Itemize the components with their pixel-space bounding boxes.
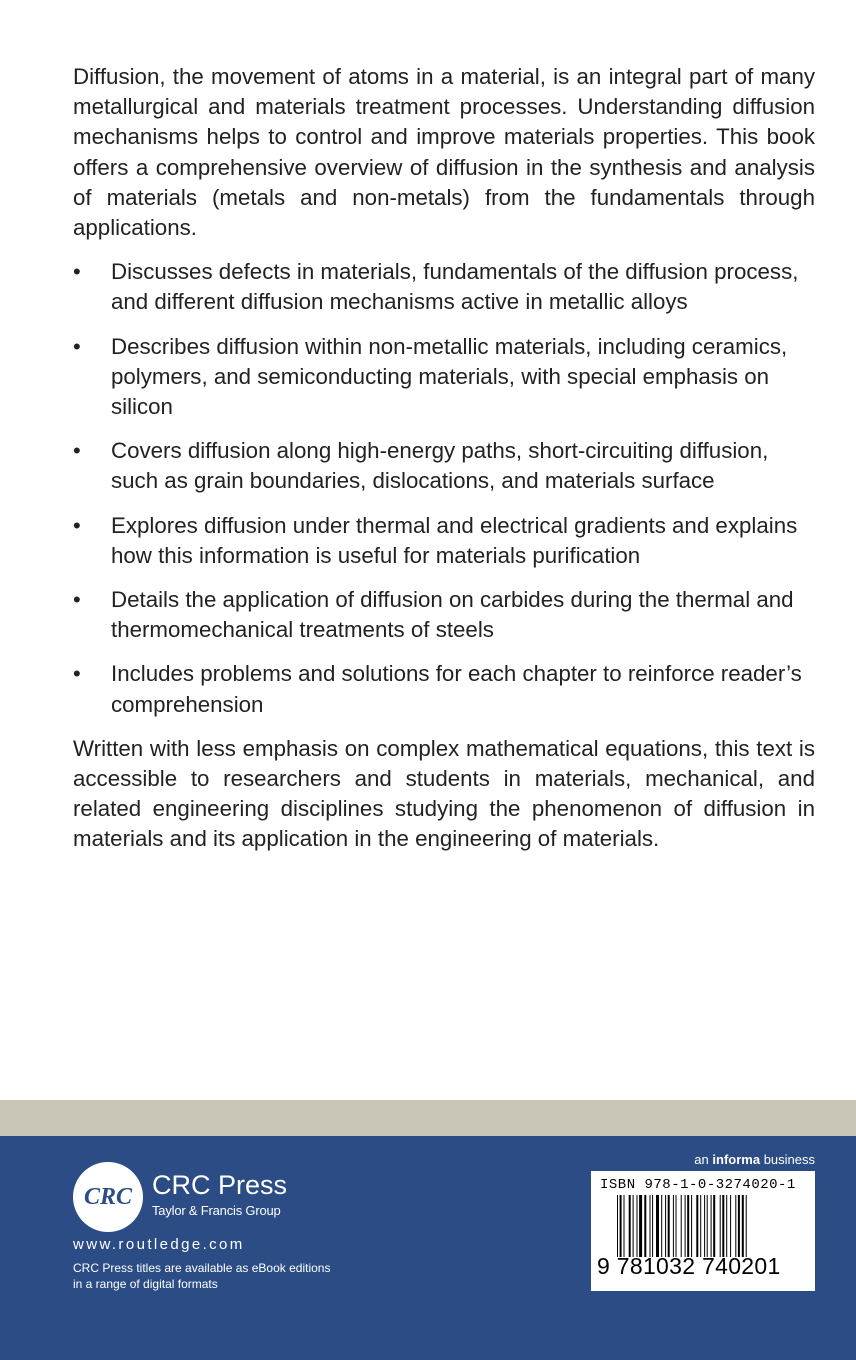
list-item: • Includes problems and solutions for each chapter to reinforce reader’s comprehension [73, 659, 815, 719]
barcode-bar [722, 1195, 724, 1257]
website-link[interactable]: www.routledge.com [73, 1236, 245, 1253]
barcode-bar [700, 1195, 701, 1257]
list-item: • Details the application of diffusion on carbides during the thermal and thermomechanical treatments of steels [73, 585, 815, 645]
barcode-bar [652, 1195, 653, 1257]
isbn-label: ISBN 978-1-0-3274020-1 [600, 1177, 796, 1193]
intro-paragraph: Diffusion, the movement of atoms in a material, is an integral part of many metallurgical and materials treatment processes. Understanding diffusion mechanisms helps to control and improve materials properties. This book offers a comprehensive overview of diffusion in the synthesis and analysis of materials (metals and non-metals) from the fundamentals through applications. [73, 64, 815, 241]
barcode-bar [676, 1195, 677, 1257]
barcode-bar [661, 1195, 662, 1257]
list-item: • Covers diffusion along high-energy paths, short-circuiting diffusion, such as grain boundaries, dislocations, and materials surface [73, 436, 815, 496]
barcode-bar [687, 1195, 689, 1257]
feature-list [73, 257, 815, 720]
isbn-digits: 9 781032 740201 [597, 1253, 781, 1279]
informa-brand: informa [712, 1152, 761, 1167]
barcode-bar [624, 1195, 625, 1257]
barcode-bar [644, 1195, 646, 1257]
barcode-bar [673, 1195, 674, 1257]
closing-paragraph: Written with less emphasis on complex mathematical equations, this text is accessible to researchers and students in materials, mechanical, and related engineering disciplines studying the phenomenon of diffusion in materials and its application in the engineering of materials. [73, 735, 815, 852]
barcode-bar [711, 1195, 712, 1257]
barcode-bar [639, 1195, 642, 1257]
barcode-bar [620, 1195, 622, 1257]
barcode-bar [726, 1195, 727, 1257]
barcode-bar [629, 1195, 631, 1257]
barcode-bar [637, 1195, 638, 1257]
barcode-bar [738, 1195, 740, 1257]
barcode-bar [681, 1195, 682, 1257]
barcode-bar [668, 1195, 670, 1257]
barcode-bar [691, 1195, 692, 1257]
barcode-bar [704, 1195, 705, 1257]
barcode-bar [720, 1195, 721, 1257]
barcode-bar [707, 1195, 708, 1257]
barcode-bar [617, 1195, 618, 1257]
isbn-barcode [591, 1171, 815, 1291]
barcode-bar [633, 1195, 634, 1257]
informa-suffix: business [763, 1152, 815, 1167]
barcode-bar [656, 1195, 659, 1257]
crc-logo-icon: CRC [73, 1162, 143, 1232]
barcode-bar [650, 1195, 651, 1257]
list-item: • Explores diffusion under thermal and electrical gradients and explains how this information is useful for materials purification [73, 511, 815, 571]
barcode-bar [735, 1195, 736, 1257]
barcode-bars-icon [617, 1195, 795, 1257]
barcode-bar [665, 1195, 666, 1257]
publisher-group: Taylor & Francis Group [152, 1203, 281, 1218]
barcode-bar [713, 1195, 715, 1257]
list-item: • Describes diffusion within non-metallic materials, including ceramics, polymers, and semiconducting materials, with special emphasis on silicon [73, 332, 815, 423]
informa-tagline [694, 1152, 815, 1167]
publisher-name: CRC Press [152, 1170, 288, 1200]
barcode-bar [742, 1195, 744, 1257]
list-item: • Discusses defects in materials, fundamentals of the diffusion process, and different diffusion mechanisms active in metallic alloys [73, 257, 815, 317]
barcode-bar [696, 1195, 698, 1257]
gray-band [0, 1100, 856, 1136]
barcode-bar [730, 1195, 731, 1257]
barcode-bar [685, 1195, 686, 1257]
ebook-note: CRC Press titles are available as eBook editions in a range of digital formats [73, 1261, 331, 1291]
informa-prefix: an [694, 1152, 709, 1167]
back-cover-text [73, 62, 815, 855]
barcode-bar [746, 1195, 747, 1257]
publisher-footer [0, 1136, 856, 1360]
